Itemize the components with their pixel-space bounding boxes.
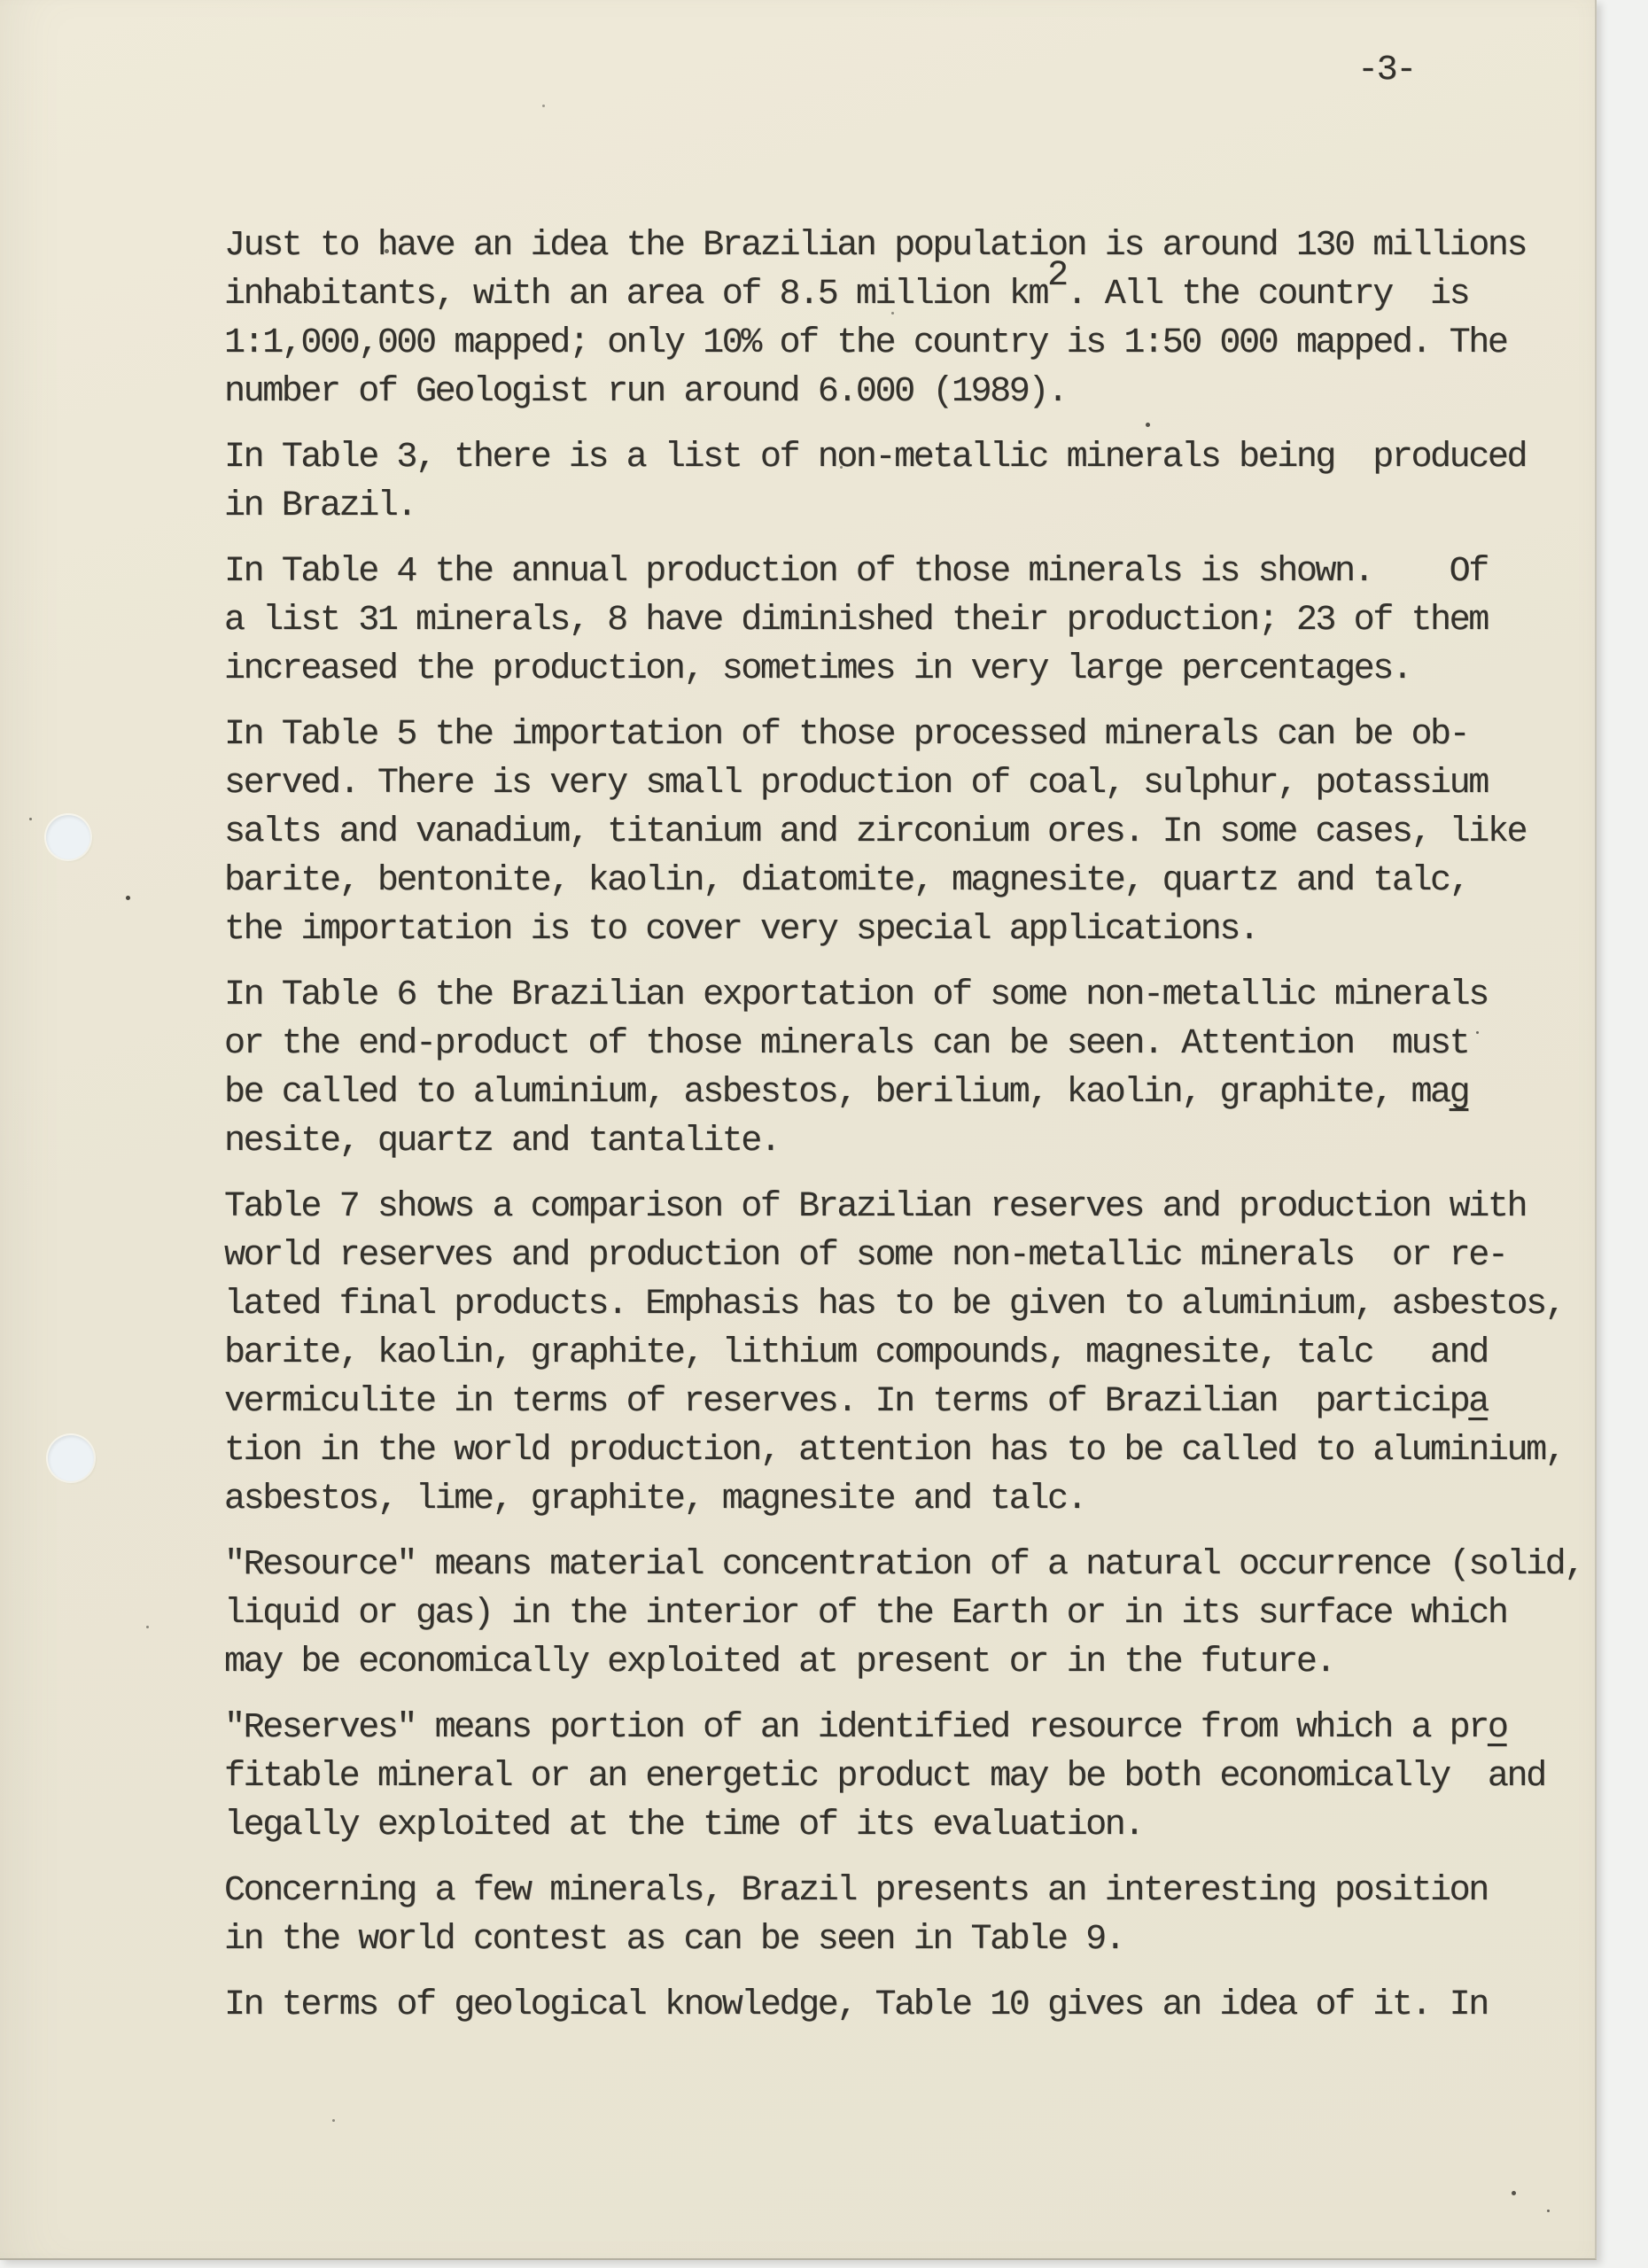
text-run: a list 31 minerals, 8 have diminished their production; 23 of them bbox=[224, 601, 1488, 641]
text-line bbox=[224, 857, 1583, 905]
paragraph bbox=[224, 1183, 1583, 1524]
paragraph bbox=[224, 971, 1583, 1166]
text-line bbox=[224, 1704, 1583, 1752]
text-line bbox=[224, 1183, 1583, 1231]
text-run: Concerning a few minerals, Brazil presents an interesting position bbox=[224, 1871, 1488, 1911]
underlined-syllable-mark: g bbox=[1449, 1073, 1469, 1113]
text-line bbox=[224, 221, 1583, 270]
text-run: . All the country is bbox=[1066, 275, 1469, 315]
paragraph bbox=[224, 1704, 1583, 1850]
paragraph bbox=[224, 711, 1583, 954]
text-line bbox=[224, 1378, 1583, 1426]
paragraph bbox=[224, 221, 1583, 416]
text-run: in Brazil. bbox=[224, 486, 416, 526]
text-run: lated final products. Emphasis has to be given to aluminium, asbestos, bbox=[224, 1285, 1565, 1324]
text-run: legally exploited at the time of its evaluation. bbox=[224, 1806, 1143, 1845]
text-line bbox=[224, 711, 1583, 759]
text-run: "Resource" means material concentration of a natural occurrence (solid, bbox=[224, 1545, 1583, 1585]
text-run: number of Geologist run around 6.000 (1989). bbox=[224, 372, 1067, 412]
text-line bbox=[224, 1020, 1583, 1068]
text-run: inhabitants, with an area of 8.5 million km bbox=[224, 275, 1047, 315]
text-line bbox=[224, 645, 1583, 694]
text-run: Just to have an idea the Brazilian population is around 130 millions bbox=[224, 226, 1527, 266]
paragraph bbox=[224, 433, 1583, 531]
text-run: or the end-product of those minerals can be seen. Attention must bbox=[224, 1024, 1469, 1064]
text-run: barite, kaolin, graphite, lithium compounds, magnesite, talc and bbox=[224, 1333, 1488, 1373]
text-run: the importation is to cover very special applications. bbox=[224, 910, 1258, 950]
text-line bbox=[224, 1638, 1583, 1687]
text-line bbox=[224, 1801, 1583, 1850]
text-run: In Table 3, there is a list of non-metallic minerals being produced bbox=[224, 438, 1527, 478]
text-line bbox=[224, 759, 1583, 808]
text-run: Table 7 shows a comparison of Brazilian reserves and production with bbox=[224, 1187, 1527, 1227]
text-line bbox=[224, 596, 1583, 645]
text-line bbox=[224, 1541, 1583, 1589]
text-run: be called to aluminium, asbestos, berilium, kaolin, graphite, ma bbox=[224, 1073, 1450, 1113]
paragraph bbox=[224, 1541, 1583, 1687]
text-line bbox=[224, 1329, 1583, 1378]
text-line bbox=[224, 256, 1583, 319]
underlined-syllable-mark: a bbox=[1468, 1382, 1488, 1422]
text-run: served. There is very small production of coal, sulphur, potassium bbox=[224, 764, 1488, 804]
text-line bbox=[224, 1915, 1583, 1964]
text-line bbox=[224, 808, 1583, 857]
text-line bbox=[224, 1280, 1583, 1329]
document-body-text bbox=[224, 221, 1583, 2047]
text-line bbox=[224, 1475, 1583, 1524]
text-line bbox=[224, 971, 1583, 1020]
text-run: 1:1,000,000 mapped; only 10% of the country is 1:50 000 mapped. The bbox=[224, 323, 1507, 363]
punch-hole-top bbox=[46, 815, 90, 859]
text-run: nesite, quartz and tantalite. bbox=[224, 1122, 780, 1161]
text-run: tion in the world production, attention has to be called to aluminium, bbox=[224, 1431, 1565, 1471]
text-line bbox=[224, 1068, 1583, 1117]
text-line bbox=[224, 1589, 1583, 1638]
paragraph bbox=[224, 548, 1583, 694]
text-run: asbestos, lime, graphite, magnesite and talc. bbox=[224, 1480, 1086, 1519]
text-line bbox=[224, 1752, 1583, 1801]
text-run: increased the production, sometimes in very large percentages. bbox=[224, 649, 1411, 689]
text-run: may be economically exploited at present or in the future. bbox=[224, 1643, 1335, 1682]
text-line bbox=[224, 1867, 1583, 1915]
text-line bbox=[224, 1117, 1583, 1166]
text-run: fitable mineral or an energetic product may be both economically and bbox=[224, 1757, 1545, 1797]
underlined-syllable-mark: o bbox=[1487, 1708, 1507, 1748]
text-run: In Table 5 the importation of those processed minerals can be ob- bbox=[224, 715, 1469, 755]
text-run: In Table 4 the annual production of those minerals is shown. Of bbox=[224, 552, 1488, 592]
text-line bbox=[224, 548, 1583, 596]
paragraph bbox=[224, 1981, 1583, 2030]
text-run: salts and vanadium, titanium and zirconium ores. In some cases, like bbox=[224, 812, 1527, 852]
text-run: in the world contest as can be seen in Table 9. bbox=[224, 1920, 1124, 1960]
text-run: "Reserves" means portion of an identified resource from which a pr bbox=[224, 1708, 1488, 1748]
text-line bbox=[224, 1981, 1583, 2030]
superscript: 2 bbox=[1046, 256, 1067, 296]
text-line bbox=[224, 368, 1583, 416]
text-run: world reserves and production of some non-metallic minerals or re- bbox=[224, 1236, 1507, 1276]
page-number: -3- bbox=[1357, 50, 1415, 90]
text-line bbox=[224, 482, 1583, 531]
punch-hole-bottom bbox=[48, 1435, 94, 1481]
text-run: vermiculite in terms of reserves. In terms of Brazilian particip bbox=[224, 1382, 1469, 1422]
text-run: In terms of geological knowledge, Table 10 gives an idea of it. In bbox=[224, 1985, 1488, 2025]
paragraph bbox=[224, 1867, 1583, 1964]
text-line bbox=[224, 1426, 1583, 1475]
text-line bbox=[224, 905, 1583, 954]
text-run: liquid or gas) in the interior of the Earth or in its surface which bbox=[224, 1594, 1507, 1634]
text-run: In Table 6 the Brazilian exportation of some non-metallic minerals bbox=[224, 975, 1488, 1015]
text-line bbox=[224, 433, 1583, 482]
text-line bbox=[224, 319, 1583, 368]
text-line bbox=[224, 1231, 1583, 1280]
text-run: barite, bentonite, kaolin, diatomite, magnesite, quartz and talc, bbox=[224, 861, 1469, 901]
